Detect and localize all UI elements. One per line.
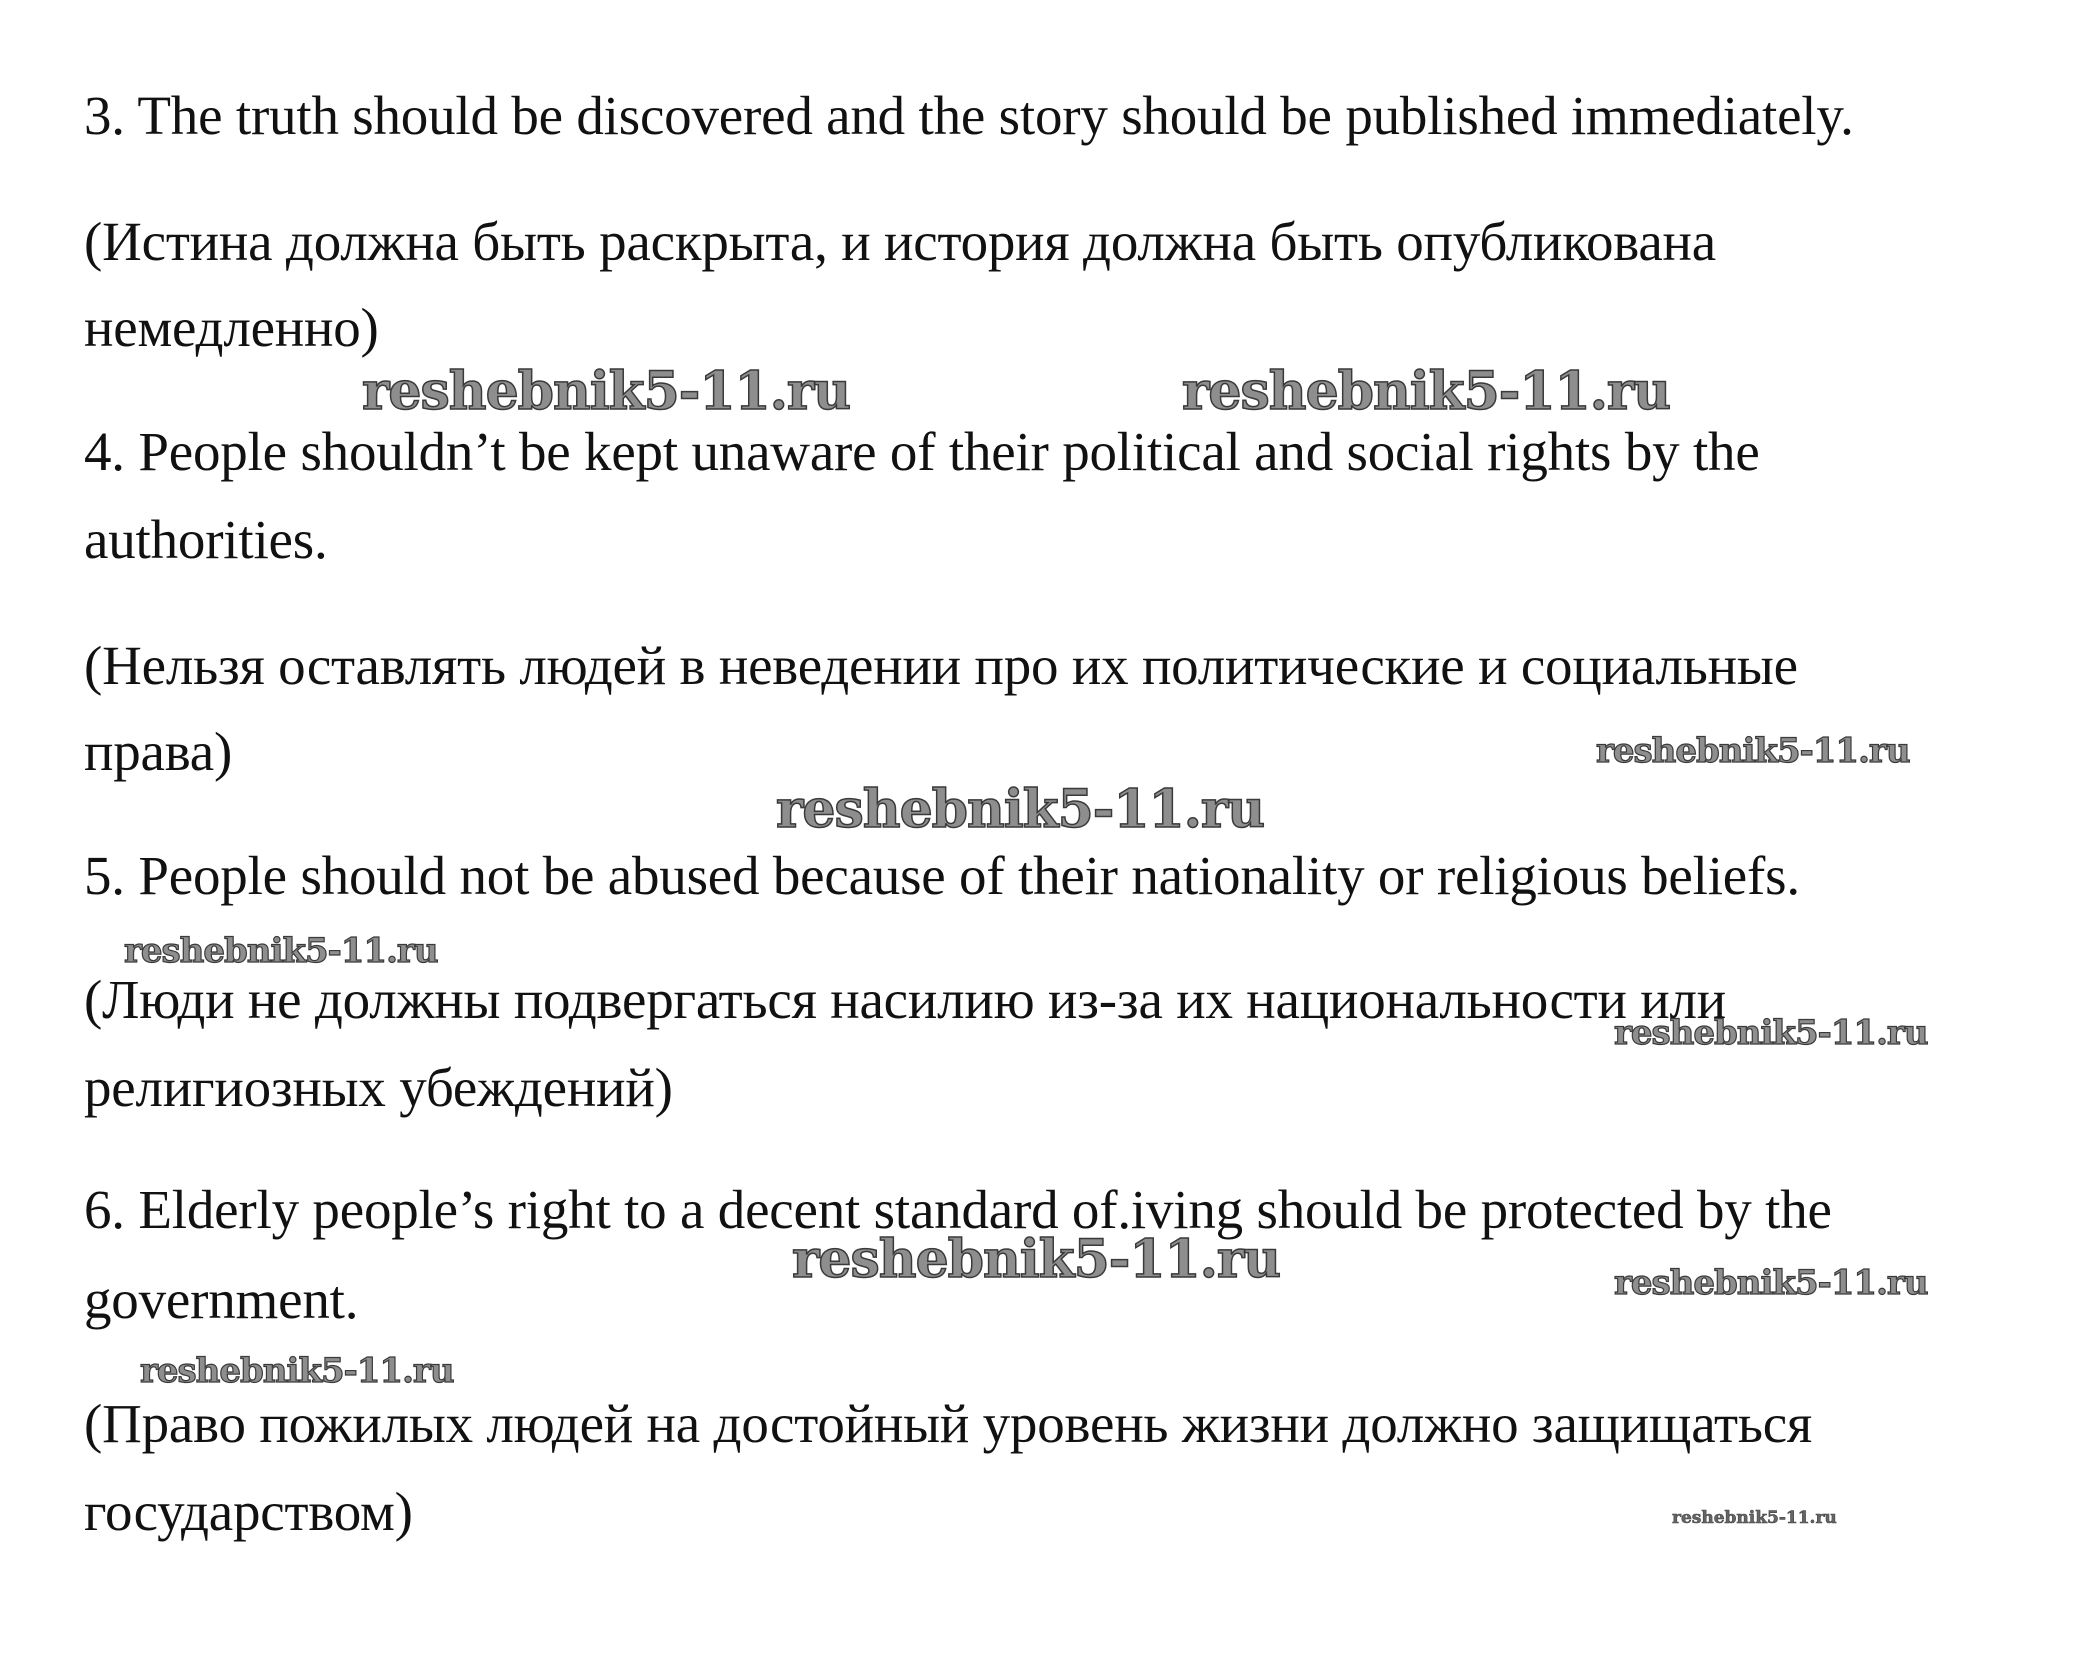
item-5-english: 5. People should not be abused because of their nationality or religious beliefs. [84,845,1800,906]
item-4-english-line-1: 4. People shouldn’t be kept unaware of their political and social rights by the [84,421,1760,482]
watermark: reshebnik5-11.ru [776,779,1265,840]
item-5-russian-line-2: религиозных убеждений) [84,1057,673,1118]
item-6-english-line-1: 6. Elderly people’s right to a decent standard of.iving should be protected by the [84,1179,1832,1240]
item-4-russian-line-2: права) [84,721,233,782]
watermark: reshebnik5-11.ru [140,1351,454,1391]
watermark: reshebnik5-11.ru [124,931,438,971]
item-6-russian-line-1: (Право пожилых людей на достойный уровень жизни должно защищаться [84,1393,1813,1454]
watermark: reshebnik5-11.ru [1596,731,1910,771]
item-6-russian-line-2: государством) [84,1481,413,1542]
watermark: reshebnik5-11.ru [362,361,851,422]
item-4-english-line-2: authorities. [84,509,328,570]
watermark: reshebnik5-11.ru [1614,1013,1928,1053]
item-3-russian-line-1: (Истина должна быть раскрыта, и история должна быть опубликована [84,211,1716,272]
item-4-russian-line-1: (Нельзя оставлять людей в неведении про их политические и социальные [84,635,1798,696]
watermark: reshebnik5-11.ru [1614,1263,1928,1303]
item-5-russian-line-1: (Люди не должны подвергаться насилию из-за их национальности или [84,969,1727,1030]
item-3-russian-line-2: немедленно) [84,297,379,358]
watermark: reshebnik5-11.ru [1182,361,1671,422]
watermark: reshebnik5-11.ru [792,1229,1281,1290]
item-3-english: 3. The truth should be discovered and the story should be published immediately. [84,85,1854,146]
item-6-english-line-2: government. [84,1269,359,1330]
watermark: reshebnik5-11.ru [1672,1508,1837,1528]
